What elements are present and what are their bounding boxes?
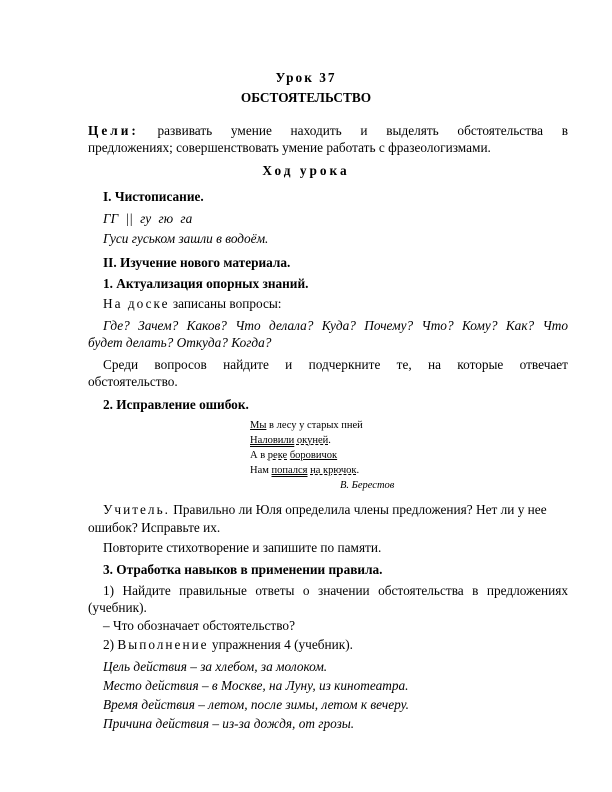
item2-prefix: 2) bbox=[103, 637, 118, 652]
poem-word-subject2: боровичок bbox=[289, 450, 338, 461]
poem-line2 bbox=[250, 434, 331, 448]
sub2-title: 2. Исправление ошибок. bbox=[103, 397, 249, 412]
poem-line2-end: . bbox=[328, 435, 331, 446]
board-prefix: На доске bbox=[103, 296, 170, 311]
lesson-number: Урок 37 bbox=[275, 70, 337, 85]
questions-line2: будет делать? Откуда? Когда? bbox=[88, 335, 272, 350]
repeat-line: Повторите стихотворение и запишите по памяти. bbox=[103, 540, 382, 555]
poem-line4 bbox=[250, 464, 359, 478]
poem-word-place: реке bbox=[267, 450, 288, 461]
section3-title: 3. Отработка навыков в применении правила. bbox=[103, 562, 383, 577]
goals-text-line1: развивать умение находить и выделять обстоятельства в bbox=[157, 123, 568, 138]
example-goal: Цель действия – за хлебом, за молоком. bbox=[103, 659, 328, 674]
poem-line3 bbox=[250, 449, 337, 463]
task-line2: обстоятельство. bbox=[88, 374, 178, 389]
item2-spaced: Выполнение bbox=[117, 637, 209, 652]
example-place: Место действия – в Москве, на Луну, из кинотеатра. bbox=[103, 678, 409, 693]
section1-title: I. Чистописание. bbox=[103, 189, 204, 204]
poem-line4-end: . bbox=[356, 465, 360, 476]
calligraphy-letters: ГГ || гу гю га bbox=[103, 211, 193, 226]
questions-line1: Где? Зачем? Каков? Что делала? Куда? Почему? Что? Кому? Как? Что bbox=[103, 318, 568, 333]
board-line bbox=[103, 296, 282, 312]
item2-line bbox=[103, 637, 353, 653]
sub1-title: 1. Актуализация опорных знаний. bbox=[103, 276, 309, 291]
poem-author: В. Берестов bbox=[340, 480, 395, 491]
poem-word-place2: на крючок bbox=[310, 465, 357, 476]
lesson-topic: ОБСТОЯТЕЛЬСТВО bbox=[240, 90, 372, 105]
poem-word-subject: Мы bbox=[250, 420, 267, 431]
poem-word-object: окуней bbox=[296, 435, 329, 446]
question-line: – Что обозначает обстоятельство? bbox=[103, 618, 295, 633]
poem-word-predicate2: попался bbox=[271, 465, 308, 476]
example-reason: Причина действия – из-за дождя, от грозы. bbox=[103, 716, 355, 731]
poem-line1 bbox=[250, 419, 363, 433]
poem-word-predicate: Наловили bbox=[250, 435, 295, 446]
goals-line1 bbox=[88, 123, 568, 139]
item1-line2: (учебник). bbox=[88, 600, 147, 615]
course-heading: Ход урока bbox=[262, 163, 350, 178]
poem-line3-start: А в bbox=[250, 450, 268, 461]
poem-line1-rest: в лесу у старых пней bbox=[266, 420, 363, 431]
example-time: Время действия – летом, после зимы, летом к вечеру. bbox=[103, 697, 409, 712]
calligraphy-phrase: Гуси гуськом зашли в водоём. bbox=[103, 231, 269, 246]
teacher-line2: ошибок? Исправьте их. bbox=[88, 520, 221, 535]
teacher-line1 bbox=[103, 502, 547, 518]
poem-line4-start: Нам bbox=[250, 465, 272, 476]
goals-label: Цели: bbox=[88, 123, 139, 138]
item1-line1: 1) Найдите правильные ответы о значении обстоятельства в предложениях bbox=[103, 583, 568, 598]
goals-line2: предложениях; совершенствовать умение работать с фразеологизмами. bbox=[88, 140, 491, 155]
board-suffix: записаны вопросы: bbox=[169, 296, 282, 311]
section2-title: II. Изучение нового материала. bbox=[103, 255, 291, 270]
teacher-label: Учитель. bbox=[103, 502, 170, 517]
item2-suffix: упражнения 4 (учебник). bbox=[208, 637, 353, 652]
teacher-text: Правильно ли Юля определила члены предложения? Нет ли у нее bbox=[169, 502, 547, 517]
task-line1: Среди вопросов найдите и подчеркните те, на которые отвечает bbox=[103, 357, 568, 372]
